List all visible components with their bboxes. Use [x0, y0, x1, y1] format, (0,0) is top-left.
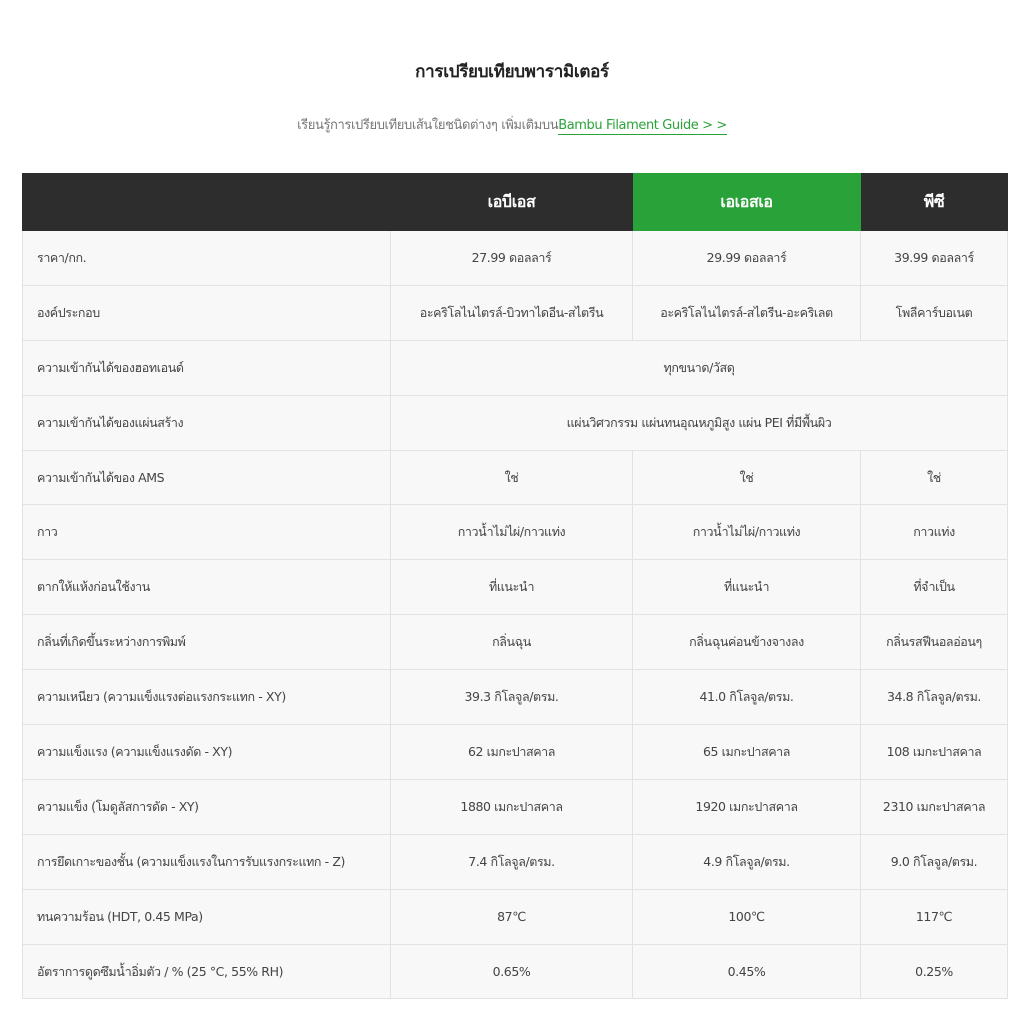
cell-asa: ใช่: [633, 450, 861, 505]
table-row: [23, 285, 1008, 340]
cell-asa: 100℃: [633, 889, 861, 944]
cell-pc: กลิ่นรสฟีนอลอ่อนๆ: [861, 615, 1008, 670]
table-header-row: [23, 174, 1008, 231]
page-title: การเปรียบเทียบพารามิเตอร์: [415, 62, 609, 82]
table-row: [23, 560, 1008, 615]
cell-asa: กลิ่นฉุนค่อนข้างจางลง: [633, 615, 861, 670]
table-row: [23, 889, 1008, 944]
header-pc[interactable]: พีซี: [861, 174, 1008, 231]
table-row: [23, 450, 1008, 505]
cell-abs: อะคริโลไนไตรล์-บิวทาไดอีน-สไตรีน: [391, 285, 633, 340]
cell-pc: ที่จำเป็น: [861, 560, 1008, 615]
cell-asa: 1920 เมกะปาสคาล: [633, 779, 861, 834]
table-row: [23, 615, 1008, 670]
cell-abs: 1880 เมกะปาสคาล: [391, 779, 633, 834]
row-label: ความเข้ากันได้ของ AMS: [23, 450, 391, 505]
cell-abs: กาวน้ำไม่ไผ่/กาวแท่ง: [391, 505, 633, 560]
cell-pc: 9.0 กิโลจูล/ตรม.: [861, 834, 1008, 889]
cell-abs: 0.65%: [391, 944, 633, 999]
cell-pc: 0.25%: [861, 944, 1008, 999]
cell-pc: ใช่: [861, 450, 1008, 505]
row-label: ราคา/กก.: [23, 231, 391, 286]
filament-guide-link[interactable]: Bambu Filament Guide > >: [558, 118, 727, 133]
cell-abs: 87℃: [391, 889, 633, 944]
header-asa[interactable]: เอเอสเอ: [633, 174, 861, 231]
cell-pc: 2310 เมกะปาสคาล: [861, 779, 1008, 834]
cell-pc: 117℃: [861, 889, 1008, 944]
row-label: ความเหนียว (ความแข็งแรงต่อแรงกระแทก - XY): [23, 670, 391, 725]
table-row: [23, 725, 1008, 780]
cell-abs: 7.4 กิโลจูล/ตรม.: [391, 834, 633, 889]
cell-pc: 34.8 กิโลจูล/ตรม.: [861, 670, 1008, 725]
cell-merged: แผ่นวิศวกรรม แผ่นทนอุณหภูมิสูง แผ่น PEI ที่มีพื้นผิว: [391, 395, 1008, 450]
table-row: [23, 231, 1008, 286]
table-row: [23, 395, 1008, 450]
cell-asa: อะคริโลไนไตรล์-สไตรีน-อะคริเลต: [633, 285, 861, 340]
cell-asa: 0.45%: [633, 944, 861, 999]
table-row: [23, 779, 1008, 834]
header-abs[interactable]: เอบีเอส: [391, 174, 633, 231]
table-row: [23, 340, 1008, 395]
row-label: อัตราการดูดซึมน้ำอิ่มตัว / % (25 °C, 55% RH): [23, 944, 391, 999]
cell-pc: โพลีคาร์บอเนต: [861, 285, 1008, 340]
cell-pc: กาวแท่ง: [861, 505, 1008, 560]
row-label: ความเข้ากันได้ของแผ่นสร้าง: [23, 395, 391, 450]
comparison-table: [22, 173, 1008, 999]
table-row: [23, 944, 1008, 999]
table-row: [23, 505, 1008, 560]
cell-pc: 39.99 ดอลลาร์: [861, 231, 1008, 286]
subtitle: [0, 114, 1024, 135]
cell-abs: ที่แนะนำ: [391, 560, 633, 615]
cell-asa: 41.0 กิโลจูล/ตรม.: [633, 670, 861, 725]
cell-asa: 29.99 ดอลลาร์: [633, 231, 861, 286]
row-label: ความเข้ากันได้ของฮอทเอนด์: [23, 340, 391, 395]
cell-asa: 4.9 กิโลจูล/ตรม.: [633, 834, 861, 889]
cell-abs: 27.99 ดอลลาร์: [391, 231, 633, 286]
row-label: องค์ประกอบ: [23, 285, 391, 340]
cell-abs: 62 เมกะปาสคาล: [391, 725, 633, 780]
table-row: [23, 834, 1008, 889]
row-label: ตากให้แห้งก่อนใช้งาน: [23, 560, 391, 615]
cell-pc: 108 เมกะปาสคาล: [861, 725, 1008, 780]
row-label: กาว: [23, 505, 391, 560]
header-empty-cell: [23, 174, 391, 231]
row-label: กลิ่นที่เกิดขึ้นระหว่างการพิมพ์: [23, 615, 391, 670]
row-label: ความแข็งแรง (ความแข็งแรงดัด - XY): [23, 725, 391, 780]
subtitle-text: เรียนรู้การเปรียบเทียบเส้นใยชนิดต่างๆ เพิ่มเติมบน: [297, 118, 559, 133]
cell-merged: ทุกขนาด/วัสดุ: [391, 340, 1008, 395]
table-row: [23, 670, 1008, 725]
cell-abs: 39.3 กิโลจูล/ตรม.: [391, 670, 633, 725]
cell-abs: ใช่: [391, 450, 633, 505]
cell-asa: ที่แนะนำ: [633, 560, 861, 615]
row-label: การยึดเกาะของชั้น (ความแข็งแรงในการรับแรงกระแทก - Z): [23, 834, 391, 889]
row-label: ทนความร้อน (HDT, 0.45 MPa): [23, 889, 391, 944]
cell-asa: กาวน้ำไม่ไผ่/กาวแท่ง: [633, 505, 861, 560]
row-label: ความแข็ง (โมดูลัสการดัด - XY): [23, 779, 391, 834]
cell-asa: 65 เมกะปาสคาล: [633, 725, 861, 780]
cell-abs: กลิ่นฉุน: [391, 615, 633, 670]
